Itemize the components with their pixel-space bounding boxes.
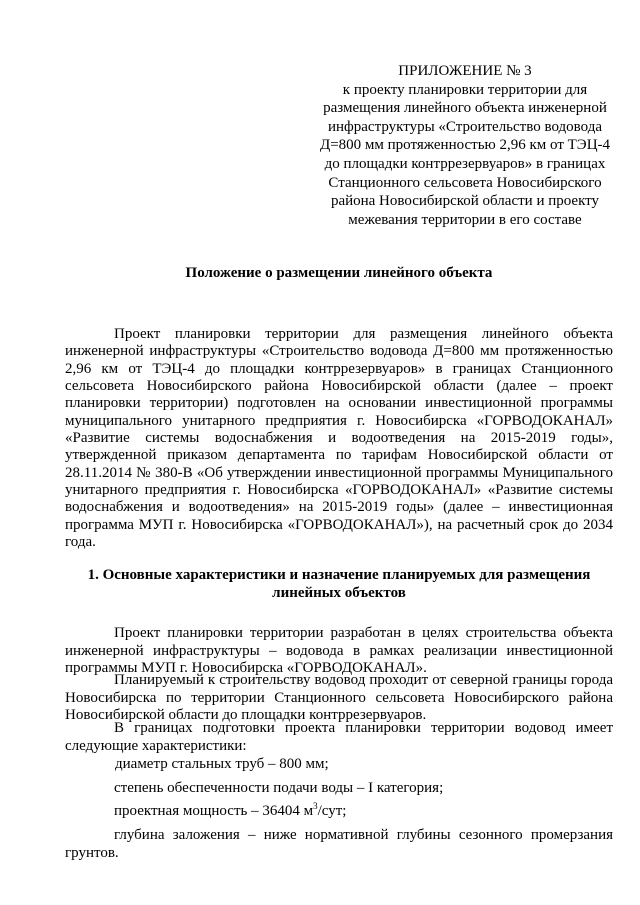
characteristic-capacity: [114, 803, 613, 820]
paragraph-characteristics-intro: В границах подготовки проекта планировки территории водовод имеет следующие характеристики:: [65, 720, 613, 754]
appendix-heading: ПРИЛОЖЕНИЕ № 3: [398, 63, 532, 79]
intro-paragraph: Проект планировки территории для размещения линейного объекта инженерной инфраструктуры «Строительство водовода Д=800 мм протяженностью 2,96 км от ТЭЦ-4 до площадки контррезервуаров» в границах Станционного сельсовета Новосибирского района Новосибирской области (далее – проект планировки территории) подготовлен на основании инвестиционной программы муниципального унитарного предприятия г. Новосибирска «ГОРВОДОКАНАЛ» «Развитие системы водоснабжения и водоотведения на 2015-2019 годы», утвержденной приказом департамента по тарифам Новосибирской области от 28.11.2014 № 380-В «Об утверждении инвестиционной программы Муниципального унитарного предприятия г. Новосибирска «ГОРВОДОКАНАЛ» «Развитие системы водоснабжения и водоотведения» на 2015-2019 годы» (далее – инвестиционная программа МУП г. Новосибирска «ГОРВОДОКАНАЛ»), на расчетный срок до 2034 года.: [65, 326, 613, 551]
characteristic-depth: глубина заложения – ниже нормативной глубины сезонного промерзания грунтов.: [65, 827, 613, 861]
characteristic-supply-category: степень обеспеченности подачи воды – I категория;: [114, 780, 444, 796]
appendix-header: [318, 62, 612, 229]
paragraph-route: Планируемый к строительству водовод проходит от северной границы города Новосибирска по территории Станционного сельсовета Новосибирского района Новосибирской области до площадки контррезервуаров.: [65, 672, 613, 724]
characteristic-diameter: диаметр стальных труб – 800 мм;: [115, 756, 329, 772]
section-title-characteristics: 1. Основные характеристики и назначение планируемых для размещения линейных объектов: [87, 567, 591, 601]
capacity-prefix: проектная мощность – 36404 м: [114, 803, 314, 819]
section-title-placement: Положение о размещении линейного объекта: [185, 265, 493, 281]
capacity-suffix: /сут;: [317, 803, 347, 819]
appendix-text: к проекту планировки территории для размещения линейного объекта инженерной инфраструктуры «Строительство водовода Д=800 мм протяженностью 2,96 км от ТЭЦ-4 до площадки контррезервуаров» в границах Станционного сельсовета Новосибирского района Новосибирской области и проекту межевания территории в его составе: [319, 81, 611, 228]
capacity-unit-exponent: 3: [313, 801, 318, 811]
paragraph-purpose: Проект планировки территории разработан в целях строительства объекта инженерной инфраструктуры – водовода в рамках реализации инвестиционной программы МУП г. Новосибирска «ГОРВОДОКАНАЛ».: [65, 625, 613, 677]
